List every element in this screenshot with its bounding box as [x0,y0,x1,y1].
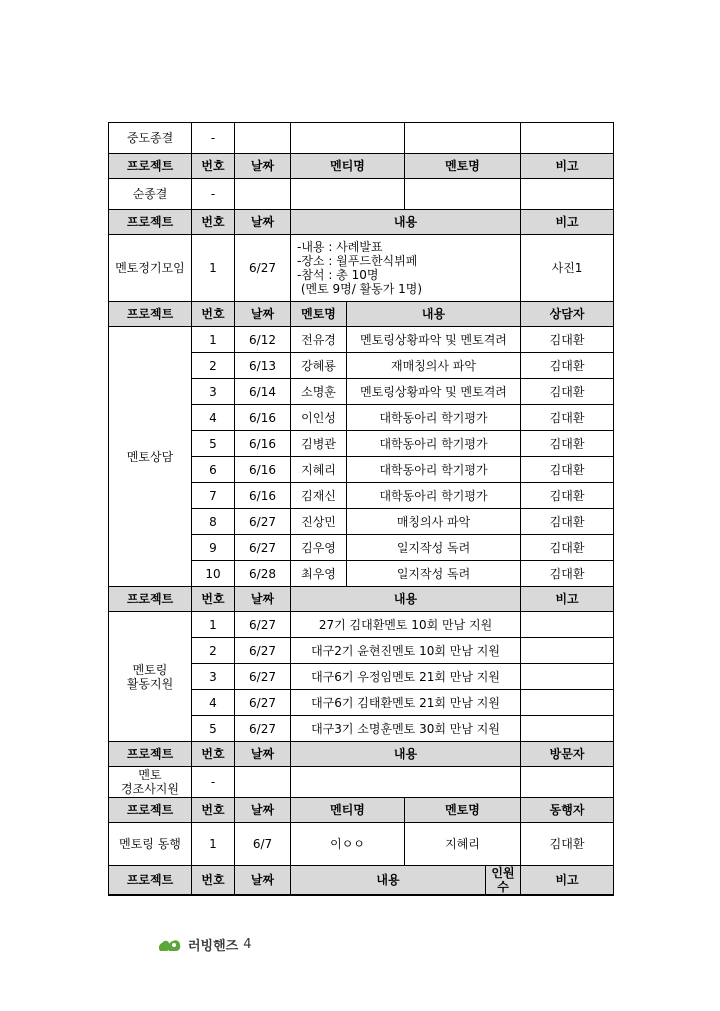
mentor-cell: 김재신 [291,483,347,509]
content-line: -장소 : 월푸드한식뷔페 [297,254,418,268]
header-number: 번호 [192,742,235,767]
number-cell: 4 [192,690,235,716]
mentor-cell: 이인성 [291,405,347,431]
header-mentor: 멘토명 [405,798,521,823]
project-cell: 멘토정기모임 [109,235,192,302]
project-line: 멘토 [138,768,162,782]
note-cell [521,690,614,716]
date-cell: 6/12 [235,327,291,353]
number-cell: - [192,767,235,798]
header-content: 내용 [291,587,521,612]
note-cell: 사진1 [521,235,614,302]
header-content: 내용 [347,302,521,327]
date-cell [235,767,291,798]
number-cell: 4 [192,405,235,431]
content-cell: 대구2기 윤현진멘토 10회 만남 지원 [291,638,521,664]
header-date: 날짜 [235,798,291,823]
companion-cell: 김대환 [521,823,614,866]
header-row [109,587,614,612]
header-number: 번호 [192,154,235,179]
content-cell: 대구3기 소명훈멘토 30회 만남 지원 [291,716,521,742]
header-row [109,302,614,327]
content-cell: 재매칭의사 파악 [347,353,521,379]
date-cell: 6/27 [235,664,291,690]
counselor-cell: 김대환 [521,379,614,405]
content-cell: 대구6기 우정임멘토 21회 만남 지원 [291,664,521,690]
counselor-cell: 김대환 [521,431,614,457]
number-cell: 3 [192,664,235,690]
project-cell: 멘토링 동행 [109,823,192,866]
note-cell [521,664,614,690]
counselor-cell: 김대환 [521,561,614,587]
counselor-cell: 김대환 [521,457,614,483]
number-cell: - [192,123,235,154]
header-number: 번호 [192,587,235,612]
content-cell: 대구6기 김태환멘토 21회 만남 지원 [291,690,521,716]
date-cell: 6/27 [235,612,291,638]
mentor-cell [405,179,521,210]
mentee-cell [291,123,405,154]
header-counselor: 상담자 [521,302,614,327]
header-mentee: 멘티명 [291,798,405,823]
number-cell: 1 [192,235,235,302]
header-note: 비고 [521,210,614,235]
content-cell: 멘토링상황파악 및 멘토격려 [347,379,521,405]
content-line: -참석 : 총 10명 [297,268,379,282]
date-cell: 6/7 [235,823,291,866]
mentor-cell: 소명훈 [291,379,347,405]
content-cell: 멘토링상황파악 및 멘토격려 [347,327,521,353]
activity-support-row [109,612,614,638]
header-date: 날짜 [235,866,291,896]
mentor-cell [405,123,521,154]
header-companion: 동행자 [521,798,614,823]
header-row [109,742,614,767]
header-project: 프로젝트 [109,587,192,612]
content-cell [291,235,521,302]
visitor-cell [521,767,614,798]
header-number: 번호 [192,210,235,235]
date-cell [235,179,291,210]
page-number: 4 [243,937,252,952]
header-mentor: 멘토명 [291,302,347,327]
completion-row [109,179,614,210]
header-row [109,154,614,179]
header-date: 날짜 [235,302,291,327]
header-date: 날짜 [235,587,291,612]
content-cell: 대학동아리 학기평가 [347,431,521,457]
header-content: 내용 [291,210,521,235]
content-cell: 일지작성 독려 [347,561,521,587]
number-cell: - [192,179,235,210]
project-cell: 중도종결 [109,123,192,154]
page-footer [157,935,252,954]
family-event-row [109,767,614,798]
content-cell: 대학동아리 학기평가 [347,457,521,483]
header-project: 프로젝트 [109,742,192,767]
mentor-cell: 진상민 [291,509,347,535]
header-note: 비고 [521,154,614,179]
date-cell: 6/16 [235,431,291,457]
date-cell [235,123,291,154]
project-cell [109,767,192,798]
content-line: (멘토 9명/ 활동가 1명) [297,282,423,296]
header-note: 비고 [521,866,614,896]
number-cell: 1 [192,823,235,866]
date-cell: 6/27 [235,716,291,742]
date-cell: 6/27 [235,690,291,716]
header-project: 프로젝트 [109,154,192,179]
content-cell [291,767,521,798]
date-cell: 6/27 [235,535,291,561]
counselor-cell: 김대환 [521,483,614,509]
counselor-cell: 김대환 [521,353,614,379]
header-headcount: 인원수 [486,866,521,896]
number-cell: 1 [192,327,235,353]
header-visitor: 방문자 [521,742,614,767]
number-cell: 8 [192,509,235,535]
header-note: 비고 [521,587,614,612]
content-line: -내용 : 사례발표 [297,240,383,254]
number-cell: 5 [192,431,235,457]
project-cell: 멘토상담 [109,327,192,587]
content-cell: 대학동아리 학기평가 [347,405,521,431]
content-cell: 대학동아리 학기평가 [347,483,521,509]
consult-row [109,327,614,353]
date-cell: 6/16 [235,457,291,483]
header-project: 프로젝트 [109,302,192,327]
project-line: 경조사지원 [121,782,179,796]
header-date: 날짜 [235,154,291,179]
header-mentee: 멘티명 [291,154,405,179]
note-cell [521,179,614,210]
header-row [109,866,614,896]
number-cell: 3 [192,379,235,405]
number-cell: 10 [192,561,235,587]
header-number: 번호 [192,302,235,327]
counselor-cell: 김대환 [521,509,614,535]
project-line: 멘토링 [132,662,168,677]
mentor-cell: 김병관 [291,431,347,457]
number-cell: 7 [192,483,235,509]
counselor-cell: 김대환 [521,405,614,431]
number-cell: 1 [192,612,235,638]
number-cell: 6 [192,457,235,483]
header-date: 날짜 [235,742,291,767]
header-number: 번호 [192,866,235,896]
number-cell: 2 [192,353,235,379]
number-cell: 2 [192,638,235,664]
number-cell: 5 [192,716,235,742]
header-number: 번호 [192,798,235,823]
header-project: 프로젝트 [109,866,192,896]
header-row [109,210,614,235]
date-cell: 6/28 [235,561,291,587]
header-content: 내용 [291,866,486,896]
counselor-cell: 김대환 [521,535,614,561]
note-cell [521,123,614,154]
date-cell: 6/16 [235,483,291,509]
content-cell: 매칭의사 파악 [347,509,521,535]
mentor-cell: 김우영 [291,535,347,561]
project-cell [109,612,192,742]
date-cell: 6/27 [235,235,291,302]
mentee-cell [291,179,405,210]
date-cell: 6/27 [235,509,291,535]
content-cell: 일지작성 독려 [347,535,521,561]
dropout-row [109,123,614,154]
regular-meeting-row [109,235,614,302]
header-content: 내용 [291,742,521,767]
header-date: 날짜 [235,210,291,235]
date-cell: 6/16 [235,405,291,431]
date-cell: 6/27 [235,638,291,664]
mentor-cell: 지혜리 [405,823,521,866]
date-cell: 6/14 [235,379,291,405]
mentor-cell: 강혜룡 [291,353,347,379]
mentee-cell: 이ㅇㅇ [291,823,405,866]
mentor-cell: 최우영 [291,561,347,587]
accompany-row [109,823,614,866]
green-hands-logo-icon [157,936,183,954]
note-cell [521,716,614,742]
header-mentor: 멘토명 [405,154,521,179]
project-line: 활동지원 [126,676,174,691]
note-cell [521,612,614,638]
header-project: 프로젝트 [109,210,192,235]
brand-name: 러빙핸즈 [188,939,239,954]
note-cell [521,638,614,664]
counselor-cell: 김대환 [521,327,614,353]
header-project: 프로젝트 [109,798,192,823]
mentor-cell: 전유경 [291,327,347,353]
date-cell: 6/13 [235,353,291,379]
project-cell: 순종결 [109,179,192,210]
header-row [109,798,614,823]
mentor-cell: 지혜리 [291,457,347,483]
number-cell: 9 [192,535,235,561]
report-table [108,122,614,896]
content-cell: 27기 김대환멘토 10회 만남 지원 [291,612,521,638]
